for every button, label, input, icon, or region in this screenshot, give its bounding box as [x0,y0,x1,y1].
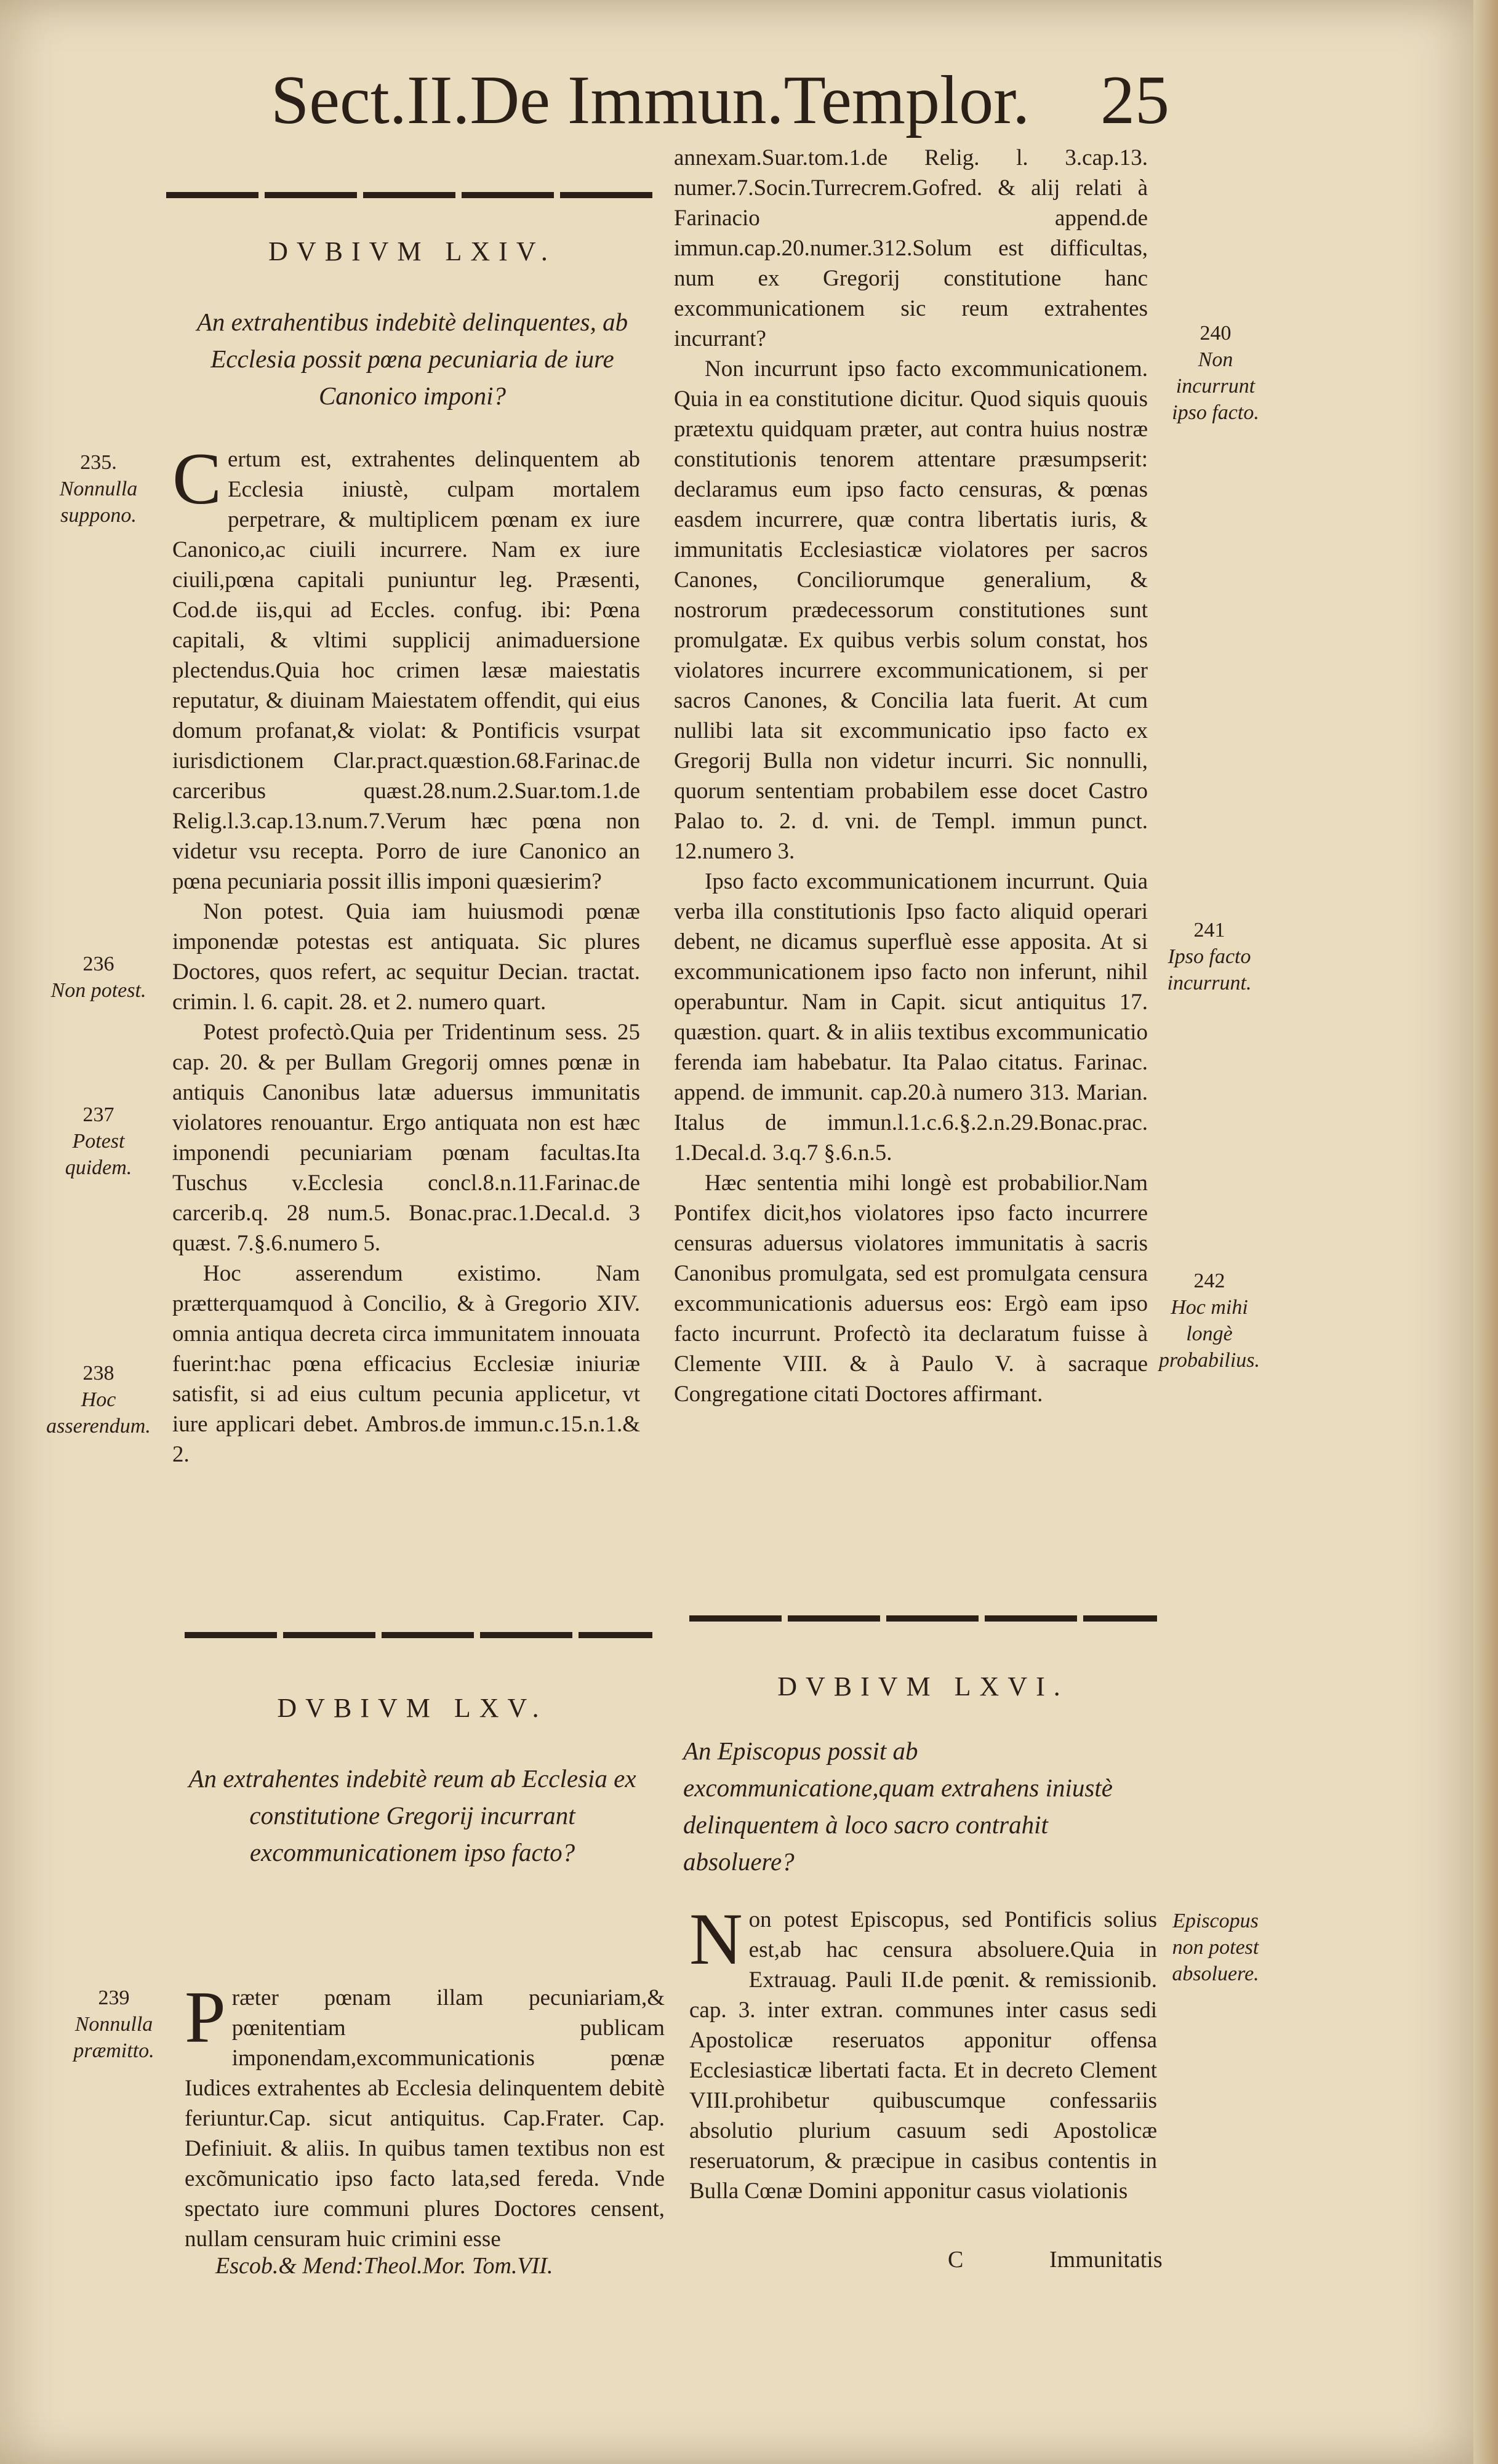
drop-cap: N [689,1898,743,1980]
page-number: 25 [1100,62,1169,138]
paragraph-episcopus [689,1898,1157,2206]
paragraph-text: on potest Episcopus, sed Pontificis solius est,ab hac censura absoluere.Quia in Extrauag. Pauli II.de pœnit. & remissionib. cap. 3. inter extran. communes inter casus sedi Apostolicæ reseruatos apponitur offensa Ecclesiasticæ libertati facta. Et in decreto Clement VIII.prohibetur quibuscumque confessariis absolutio plurium casuum sedi Apostolicæ reseruatorum, & præcipue in casibus contentis in Bulla Cœnæ Domini apponitur casus violationis [689,1907,1157,2204]
margin-label: Potest quidem. [65,1130,132,1179]
dubium-66-question: An Episcopus possit ab excommunicatione,quam extrahens iniustè delinquentem à loco sacro contrahit absoluere? [683,1737,1113,1876]
paragraph-242: Hæc sententia mihi longè est probabilior.Nam Pontifex dicit,hos violatores ipso facto incurrere censuras aduersus violatores immunitatis à sacris Canonibus promulgata, sed est promulgata censura excommunicationis aduersus eos: Ergò eam ipso facto incurrunt. Profectò ita declaratum fuisse à Clemente VIII. & à Paulo V. à sacraque Congregatione citati Doctores affirmant. [674,1170,1148,1407]
margin-note-238 [37,1360,160,1439]
margin-label: Non potest. [50,979,146,1002]
paragraph-237: Potest profectò.Quia per Tridentinum sess. 25 cap. 20. & per Bullam Gregorij omnes pœnæ in antiquis Canonibus latæ aduersus immunitatis violatores renouantur. Ergo antiquata non est hæc imponendi pecuniariam pœnam facultas.Ita Tuschus v.Ecclesia concl.8.n.11.Farinac.de carcerib.q. 28 num.5. Bonac.prac.1.Decal.d. 3 quæst. 7.§.6.numero 5. [172,1020,640,1256]
margin-note-240 [1157,320,1274,426]
right-column-text [674,143,1148,1409]
paragraph-240: Non incurrunt ipso facto excommunicationem. Quia in ea constitutione dicitur. Quod siquis quouis prætextu quidquam præter, aut contra huius nostræ constitutionis tenorem attentare præsumpserit: declaramus eum ipso facto censuras, & pœnas easdem incurrere, quæ contra libertatis iuris, & immunitatis Ecclesiasticæ violatores per sacros Canones, Conciliorumque generalium, & nostrorum prædecessorum constitutiones sunt promulgatæ. Ex quibus verbis solum constat, hos violatores incurrere excommunicationem, si per sacros Canones, & Concilia lata fuerit. At cum nullibi lata sit excommunicatio ipso facto ex Gregorij Bulla non videtur incurri. Sic nonnulli, quorum sententiam probabilem esse docet Castro Palao to. 2. d. vni. de Templ. immun punct. 12.numero 3. [674,356,1148,864]
paragraph-text: ræter pœnam illam pecuniariam,& pœnitentiam publicam imponendam,excommunicationis pœnæ Iudices extrahentes ab Ecclesia delinquentem debitè feriuntur.Cap. sicut antiquitus. Cap.Frater. Cap. Definiuit. & aliis. In quibus tamen textibus non est excõmunicatio ipso facto lata,sed fereda. Vnde spectato iure communi plures Doctores censent, nullam censuram huic crimini esse [185,1985,665,2252]
dubium-65-heading: DVBIVM LXV. [277,1693,548,1723]
paragraph-236: Non potest. Quia iam huiusmodi pœnæ imponendæ potestas est antiquata. Sic plures Doctores, quos refert, ac sequitur Decian. tractat. crimin. l. 6. capit. 28. et 2. numero quart. [172,899,640,1015]
left-column-text [172,438,640,1470]
paragraph-text: ertum est, extrahentes delinquentem ab Ecclesia iniustè, culpam mortalem perpetrare, & multiplicem pœnam ex iure Canonico,ac ciuili incurrere. Nam ex iure ciuili,pœna capitali puniuntur leg. Præsenti, Cod.de iis,qui ad Eccles. confug. ibi: Pœna capitali, & vltimi supplicij animaduersione plectendus.Quia hoc crimen læsæ maiestatis reputatur, & diuinam Maiestatem offendit, qui eius domum profanat,& violat: & Pontificis vsurpat iurisdictionem Clar.pract.quæstion.68.Farinac.de carceribus quæst.28.num.2.Suar.tom.1.de Relig.l.3.cap.13.num.7.Verum hæc pœna non videtur vsu recepta. Porro de iure Canonico an pœna pecuniaria possit illis imponi quæsierim? [172,447,640,894]
margin-number: 235. [80,451,117,474]
margin-note-236 [37,951,160,1004]
dubium-64-heading: DVBIVM LXIV. [268,236,556,266]
margin-note-237 [37,1102,160,1181]
margin-label: Non incurrunt ipso facto. [1172,348,1259,424]
margin-number: 242 [1193,1270,1225,1292]
margin-number: 241 [1193,919,1225,942]
margin-label: Nonnulla præmitto. [73,2013,154,2062]
margin-number: 236 [82,953,114,975]
dubium-65-text [185,1976,665,2254]
catchword: Immunitatis [1049,2247,1163,2273]
footer-title: Escob.& Mend:Theol.Mor. Tom.VII. [215,2253,553,2279]
margin-number: 239 [98,1986,130,2009]
paragraph-continued: annexam.Suar.tom.1.de Relig. l. 3.cap.13. numer.7.Socin.Turrecrem.Gofred. & alij relati à Farinacio append.de immun.cap.20.numer.312.Solum est difficultas, num ex Gregorij constitutione hanc excommunicationem sic reum extrahentes incurrant? [674,145,1148,351]
header-title: Sect.II.De Immun.Templor. [271,62,1030,138]
margin-note-235 [37,449,160,529]
paragraph-239 [185,1976,665,2254]
margin-label: Episcopus non potest absoluere. [1172,1910,1259,1985]
margin-label: Nonnulla suppono. [59,478,138,527]
margin-note-239 [49,1985,178,2064]
margin-note-242 [1151,1268,1268,1374]
running-header [271,54,1169,146]
page-edge [1473,0,1498,2464]
margin-note-episcopus [1157,1908,1274,1987]
section-rule [185,1632,652,1638]
margin-note-241 [1151,917,1268,996]
margin-number: 237 [82,1103,114,1126]
paragraph-238: Hoc asserendum existimo. Nam prætterquamquod à Concilio, & à Gregorio XIV. omnia antiqua decreta circa immunitatem innouata fuerint:hac pœna efficacius Ecclesiæ iniuriæ satisfit, si ad eius cultum pecunia applicetur, vt iure applicari debet. Ambros.de immun.c.15.n.1.& 2. [172,1261,640,1467]
dubium-65-question: An extrahentes indebitè reum ab Ecclesia ex constitutione Gregorij incurrant excommunicationem ipso facto? [188,1764,636,1866]
margin-label: Hoc mihi longè probabilius. [1158,1296,1260,1372]
dubium-66-heading: DVBIVM LXVI. [777,1671,1069,1702]
section-rule [689,1615,1157,1622]
margin-number: 238 [82,1362,114,1385]
paragraph-241: Ipso facto excommunicationem incurrunt. Quia verba illa constitutionis Ipso facto aliquid operari debent, ne dicamus superfluè esse apposita. At si excommunicationem ipso facto non inferunt, nihil operabuntur. Nam in Capit. sicut antiquitus 17. quæstion. quart. & in aliis textibus excommunicatio ferenda iam habebatur. Ita Palao citatus. Farinac. append. de immunit. cap.20.à numero 313. Marian. Italus de immun.l.1.c.6.§.2.n.29.Bonac.prac. 1.Decal.d. 3.q.7 §.6.n.5. [674,869,1148,1166]
drop-cap: P [185,1976,226,2058]
margin-label: Ipso facto incurrunt. [1167,945,1252,994]
signature-mark: C [948,2247,964,2273]
drop-cap: C [172,438,222,519]
dubium-66-text [689,1898,1157,2206]
dubium-64-question: An extrahentibus indebitè delinquentes, ab Ecclesia possit pœna pecuniaria de iure Canonico imponi? [196,308,628,410]
paragraph-235 [172,438,640,897]
top-rule [166,192,652,198]
margin-number: 240 [1200,322,1232,345]
margin-label: Hoc asserendum. [46,1388,151,1438]
